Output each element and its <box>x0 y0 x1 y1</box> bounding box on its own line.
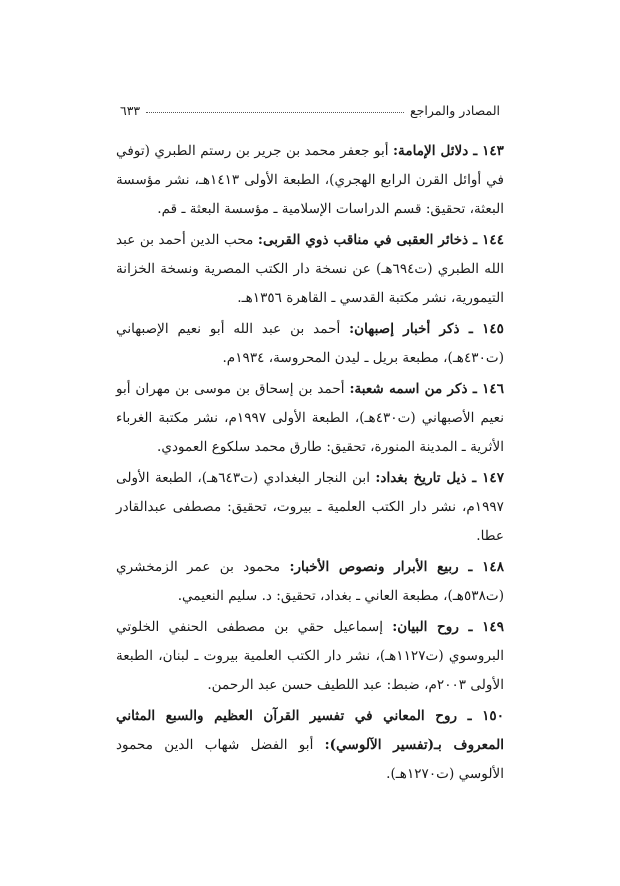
bibliography-entry: ١٥٠ ـ روح المعاني في تفسير القرآن العظيم والسبع المثاني المعروف بـ(تفسير الآلوسي): أبو الفضل شهاب الدين محمود الألوسي (ت١٢٧٠هـ). <box>116 708 504 782</box>
entry-title: دلائل الإمامة: <box>393 143 469 159</box>
entry-title: ربيع الأبرار ونصوص الأخبار: <box>289 559 459 575</box>
entry-number: ١٤٣ <box>482 143 504 159</box>
bibliography-entry: ١٤٥ ـ ذكر أخبار إصبهان: أحمد بن عبد الله أبو نعيم الإصبهاني (ت٤٣٠هـ)، مطبعة بريل ـ ليدن المحروسة، ١٩٣٤م. <box>116 321 504 366</box>
entry-body: أبو الفضل شهاب الدين محمود الألوسي (ت١٢٧٠هـ). <box>116 737 504 782</box>
entry-number: ١٤٨ <box>482 559 505 575</box>
entry-title: ذيل تاريخ بغداد: <box>375 470 467 486</box>
entry-body: أحمد بن إسحاق بن موسى بن مهران أبو نعيم الأصبهاني (ت٤٣٠هـ)، الطبعة الأولى ١٩٩٧م، نشر مكتبة الغرباء الأثرية ـ المدينة المنورة، تحقيق: طارق محمد سلكوع العمودي. <box>116 381 504 455</box>
entry-title: ذكر من اسمه شعبة: <box>349 381 468 397</box>
bibliography-entry: ١٤٩ ـ روح البيان: إسماعيل حقي بن مصطفى الحنفي الخلوتي البروسوي (ت١١٢٧هـ)، نشر دار الكتب العلمية بيروت ـ لبنان، الطبعة الأولى ٢٠٠٣م، ضبط: عبد اللطيف حسن عبد الرحمن. <box>116 619 504 693</box>
entry-body: محب الدين أحمد بن عبد الله الطبري (ت٦٩٤هـ) عن نسخة دار الكتب المصرية ونسخة الخزانة التيمورية، نشر مكتبة القدسي ـ القاهرة ١٣٥٦هـ. <box>116 232 505 306</box>
entry-number: ١٤٥ <box>482 321 504 337</box>
header-title: المصادر والمراجع <box>409 103 500 118</box>
running-header <box>120 96 500 118</box>
bibliography-entry: ١٤٣ ـ دلائل الإمامة: أبو جعفر محمد بن جرير بن رستم الطبري (توفي في أوائل القرن الرابع الهجري)، الطبعة الأولى ١٤١٣هـ، نشر مؤسسة البعثة، تحقيق: قسم الدراسات الإسلامية ـ مؤسسة البعثة ـ قم. <box>116 143 505 217</box>
bibliography-entry: ١٤٤ ـ ذخائر العقبى في مناقب ذوي القربى: محب الدين أحمد بن عبد الله الطبري (ت٦٩٤هـ) عن نسخة دار الكتب المصرية ونسخة الخزانة التيمورية، نشر مكتبة القدسي ـ القاهرة ١٣٥٦هـ. <box>116 232 505 306</box>
bibliography-entry: ١٤٧ ـ ذيل تاريخ بغداد: ابن النجار البغدادي (ت٦٤٣هـ)، الطبعة الأولى ١٩٩٧م، نشر دار الكتب العلمية ـ بيروت، تحقيق: مصطفى عبدالقادر عطا. <box>116 470 504 544</box>
entry-title: ذخائر العقبى في مناقب ذوي القربى: <box>257 232 469 248</box>
entry-number: ١٤٤ <box>482 232 504 248</box>
page-number: ٦٣٣ <box>120 103 141 118</box>
entry-body: ابن النجار البغدادي (ت٦٤٣هـ)، الطبعة الأولى ١٩٩٧م، نشر دار الكتب العلمية ـ بيروت، تحقيق: مصطفى عبدالقادر عطا. <box>116 470 504 544</box>
entry-body: محمود بن عمر الزمخشري (ت٥٣٨هـ)، مطبعة العاني ـ بغداد، تحقيق: د. سليم النعيمي. <box>116 559 504 604</box>
entry-number: ١٥٠ <box>482 708 504 724</box>
header-dot-leader <box>146 112 404 113</box>
entry-number: ١٤٩ <box>482 619 504 635</box>
entry-number: ١٤٧ <box>482 470 504 486</box>
entry-body: أحمد بن عبد الله أبو نعيم الإصبهاني (ت٤٣٠هـ)، مطبعة بريل ـ ليدن المحروسة، ١٩٣٤م. <box>116 321 504 366</box>
entry-title: ذكر أخبار إصبهان: <box>349 321 460 337</box>
bibliography-entry: ١٤٦ ـ ذكر من اسمه شعبة: أحمد بن إسحاق بن موسى بن مهران أبو نعيم الأصبهاني (ت٤٣٠هـ)، الطبعة الأولى ١٩٩٧م، نشر مكتبة الغرباء الأثرية ـ المدينة المنورة، تحقيق: طارق محمد سلكوع العمودي. <box>116 381 504 455</box>
bibliography-entry: ١٤٨ ـ ربيع الأبرار ونصوص الأخبار: محمود بن عمر الزمخشري (ت٥٣٨هـ)، مطبعة العاني ـ بغداد، تحقيق: د. سليم النعيمي. <box>116 559 505 604</box>
entry-body: إسماعيل حقي بن مصطفى الحنفي الخلوتي البروسوي (ت١١٢٧هـ)، نشر دار الكتب العلمية بيروت ـ لبنان، الطبعة الأولى ٢٠٠٣م، ضبط: عبد اللطيف حسن عبد الرحمن. <box>116 619 504 693</box>
entry-title: روح المعاني في تفسير القرآن العظيم والسبع المثاني المعروف بـ(تفسير الآلوسي): <box>116 708 504 753</box>
entry-title: روح البيان: <box>392 619 459 635</box>
entry-body: أبو جعفر محمد بن جرير بن رستم الطبري (توفي في أوائل القرن الرابع الهجري)، الطبعة الأولى ١٤١٣هـ، نشر مؤسسة البعثة، تحقيق: قسم الدراسات الإسلامية ـ مؤسسة البعثة ـ قم. <box>116 143 505 217</box>
entry-number: ١٤٦ <box>482 381 504 397</box>
bibliography-list <box>116 137 504 791</box>
